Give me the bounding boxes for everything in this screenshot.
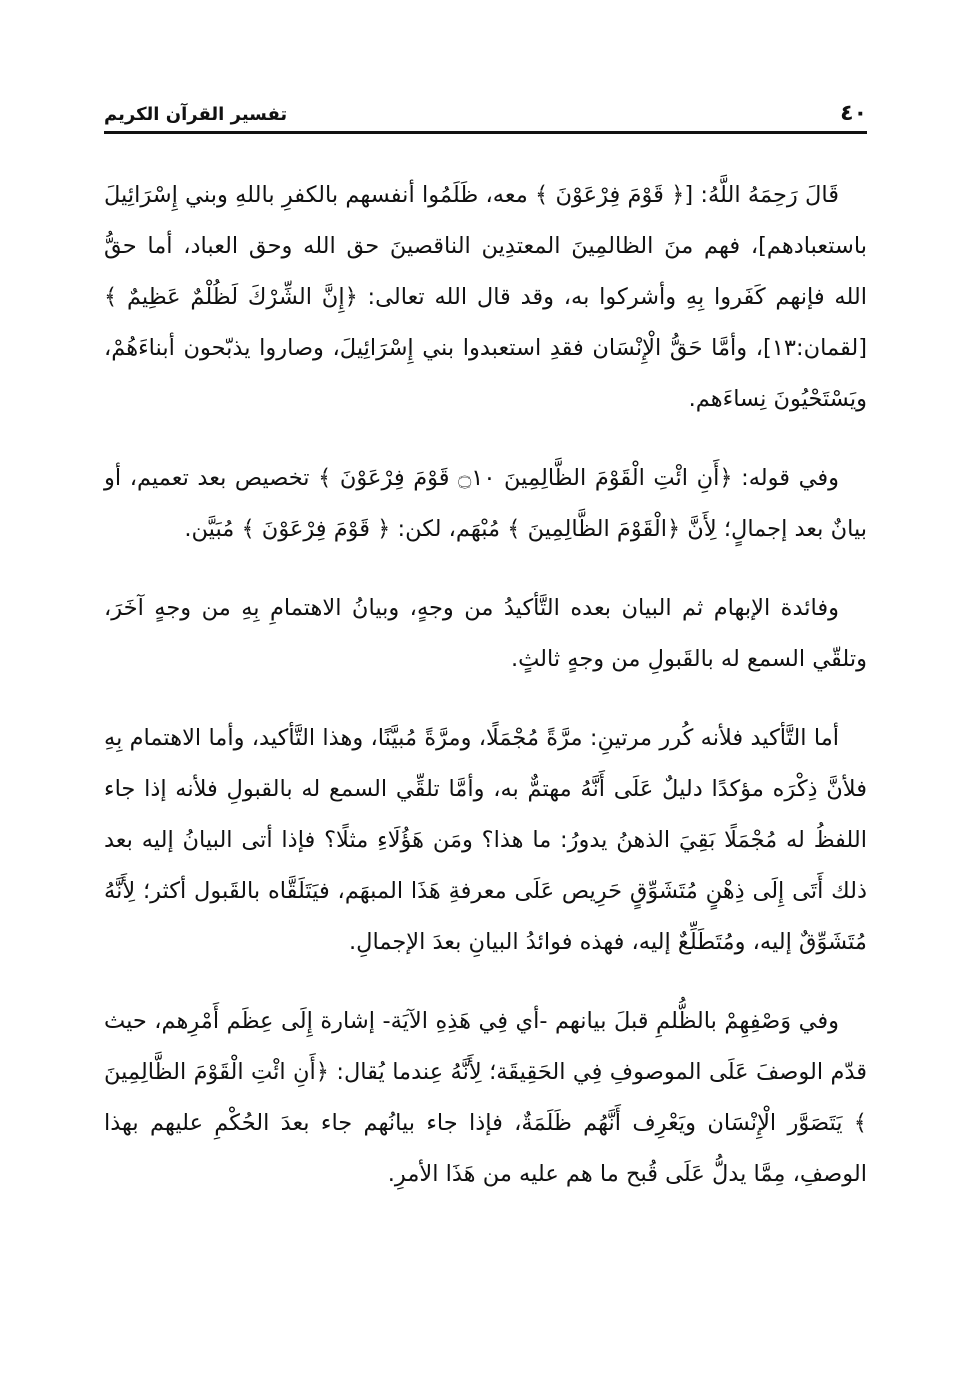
book-page [104, 92, 867, 1352]
running-header [104, 92, 867, 134]
paragraph-4: أما التَّأكيد فلأنه كُرر مرتينِ: مرَّةً مُجْمَلًا، ومرَّةً مُبيَّنًا، وهذا التَّأكيد، وأما الاهتمام بِهِ فلأنَّ ذِكْرَه مؤكدًا دليلٌ عَلَى أَنَّهُ مهتمٌّ به، وأمَّا تلقِّي السمع له بالقبولِ فلأنه إذا جاء اللفظُ له مُجْمَلًا بَقِيَ الذهنُ يدورُ: ما هذا؟ ومَن هَؤُلَاءِ مثلًا؟ فإذا أتى البيانُ إليه بعد ذلك أَتَى إِلَى ذِهْنٍ مُتَشَوِّقٍ حَرِيص عَلَى معرفةِ هَذَا المبهَم، فيَتَلَقَّاه بالقَبول أكثر؛ لِأَنَّهُ مُتَشَوِّقٌ إليه، ومُتَطَلِّعٌ إليه، فهذه فوائدُ البيانِ بعدَ الإجمالِ. [104, 725, 867, 955]
book-title: تفسير القرآن الكريم [104, 104, 288, 125]
paragraph-3: وفائدة الإبهام ثم البيان بعده التَّأكيدُ من وجهٍ، وبيانُ الاهتمامِ بِهِ من وجهٍ آخَرَ، وتلقّي السمع له بالقَبولِ من وجهٍ ثالثٍ. [104, 595, 867, 672]
paragraph-5: وفي وَصْفِهِمْ بالظُّلمِ قبلَ بيانهم -أي فِي هَذِهِ الآيَة- إشارة إِلَى عِظَم أَمْرِهم، حيث قدّم الوصفَ عَلَى الموصوفِ فِي الحَقِيقَة؛ لِأَنَّهُ عِندما يُقال: ﴿أَنِ ائْتِ الْقَوْمَ الظَّالِمِينَ ﴾ يَتَصَوَّر الْإِنْسَان ويَعْرِف أَنَّهُم ظَلَمَةٌ، فإذا جاء بيانُهم جاء بعدَ الحُكْمِ عليهم بهذا الوصفِ، مِمَّا يدلُّ عَلَى قُبح ما هم عليه من هَذَا الأمرِ. [104, 1008, 867, 1187]
paragraph-2: وفي قوله: ﴿أَنِ ائْتِ الْقَوْمَ الظَّالِمِينَ ۝١٠ قَوْمَ فِرْعَوْنَ ﴾ تخصيص بعد تعميم، أو بيانٌ بعد إجمالٍ؛ لِأَنَّ ﴿الْقَوْمَ الظَّالِمِينَ ﴾ مُبْهَم، لكن: ﴿ قَوْمَ فِرْعَوْنَ ﴾ مُبَيَّن. [104, 465, 867, 542]
page-number: ٤٠ [840, 101, 867, 126]
paragraph-1: قَالَ رَحِمَهُ اللَّهُ: [﴿ قَوْمَ فِرْعَوْنَ ﴾ معه، ظَلَمُوا أنفسهم بالكفرِ باللهِ وبني إِسْرَائِيلَ باستعبادهم]، فهم منَ الظالمِينَ المعتدِين الناقصينَ حق الله وحق العباد، أما حقُّ الله فإنهم كَفَروا بِهِ وأشركوا به، وقد قال الله تعالى: ﴿إِنَّ الشِّرْكَ لَظُلْمٌ عَظِيمٌ ﴾ [لقمان:١٣]، وأمَّا حَقُّ الْإِنْسَان فقدِ استعبدوا بني إِسْرَائِيلَ، وصاروا يذبّحون أبناءَهُمْ، ويَسْتَحْيُونَ نِساءَهم. [104, 182, 867, 412]
page-content [104, 170, 867, 1200]
